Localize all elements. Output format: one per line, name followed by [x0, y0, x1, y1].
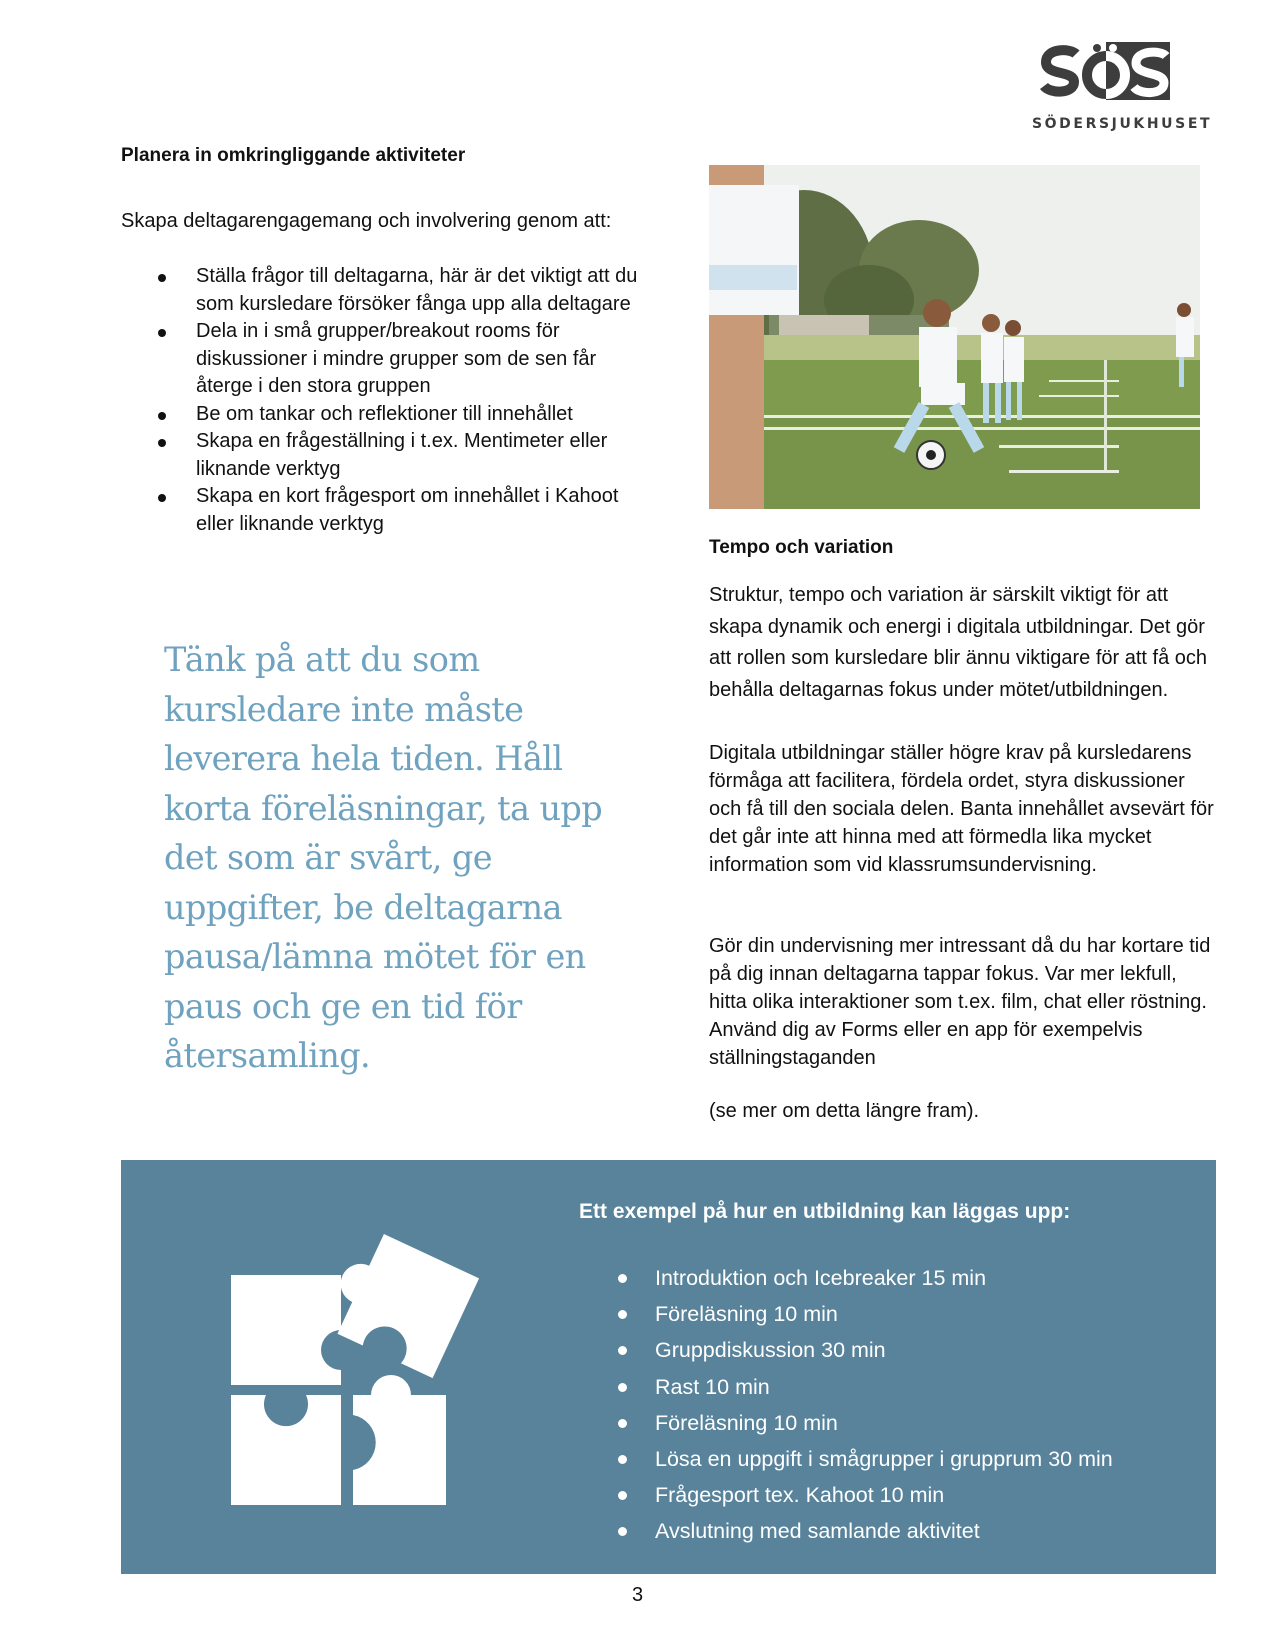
- soccer-practice-photo: [709, 165, 1200, 509]
- bullet-icon: [158, 439, 166, 447]
- bullet-icon: [158, 274, 166, 282]
- sos-logo-mark: [1040, 40, 1170, 102]
- schedule-item-text: Lösa en uppgift i smågrupper i grupprum 30 min: [655, 1447, 1113, 1472]
- schedule-item: [611, 1260, 1113, 1296]
- logo-wordmark: SÖDERSJUKHUSET: [1032, 116, 1213, 132]
- list-item: [121, 483, 641, 538]
- schedule-item-text: Rast 10 min: [655, 1374, 770, 1399]
- schedule-list: [611, 1260, 1113, 1550]
- section-heading-tempo: Tempo och variation: [709, 537, 894, 558]
- bullet-icon: [158, 494, 166, 502]
- bullet-icon: [618, 1527, 627, 1536]
- pull-quote: Tänk på att du som kursledare inte måste leverera hela tiden. Håll korta föreläsningar, ta upp det som är svårt, ge uppgifter, be deltagarna pausa/lämna mötet för en paus och ge en tid för återsamling.: [164, 640, 603, 1075]
- list-item-text: Dela in i små grupper/breakout rooms för diskussioner i mindre grupper som de sen får återge i den stora gruppen: [196, 320, 597, 397]
- example-schedule-panel: [121, 1160, 1216, 1574]
- bullet-icon: [158, 329, 166, 337]
- list-item: [121, 428, 641, 483]
- sodersjukhuset-logo: [1032, 40, 1213, 132]
- bullet-icon: [618, 1310, 627, 1319]
- bullet-icon: [618, 1346, 627, 1355]
- schedule-item: [611, 1332, 1113, 1368]
- schedule-item: [611, 1477, 1113, 1513]
- schedule-item-text: Frågesport tex. Kahoot 10 min: [655, 1483, 945, 1508]
- bullet-icon: [618, 1383, 627, 1392]
- schedule-item: [611, 1296, 1113, 1332]
- schedule-item-text: Föreläsning 10 min: [655, 1302, 838, 1327]
- paragraph-see-more: (se mer om detta längre fram).: [709, 1100, 980, 1122]
- paragraph-structure: Struktur, tempo och variation är särskilt viktigt för att skapa dynamik och energi i digitala utbildningar. Det gör att rollen som kursledare blir ännu viktigare för att få och behålla deltagarnas fokus under mötet/utbildningen.: [709, 584, 1208, 701]
- bullet-icon: [158, 412, 166, 420]
- schedule-item: [611, 1405, 1113, 1441]
- bullet-icon: [618, 1491, 627, 1500]
- bullet-icon: [618, 1274, 627, 1283]
- puzzle-icon: [231, 1220, 511, 1510]
- list-item: [121, 263, 641, 318]
- engagement-bullet-list: [121, 263, 641, 538]
- bullet-icon: [618, 1419, 627, 1428]
- list-item-text: Be om tankar och reflektioner till innehållet: [196, 402, 573, 425]
- paragraph-digital-requirements: Digitala utbildningar ställer högre krav på kursledarens förmåga att facilitera, fördela ordet, styra diskussioner och få till den sociala delen. Banta innehållet avsevärt för det går inte att hinna med att förmedla lika mycket information som vid klassrumsundervisning.: [709, 742, 1214, 876]
- page-number: 3: [631, 1584, 644, 1606]
- schedule-item-text: Föreläsning 10 min: [655, 1410, 838, 1435]
- list-item-text: Ställa frågor till deltagarna, här är det viktigt att du som kursledare försöker fånga upp alla deltagare: [196, 265, 638, 315]
- photo-illustration: [709, 165, 1200, 509]
- paragraph-engagement-tips: Gör din undervisning mer intressant då du har kortare tid på dig innan deltagarna tappar fokus. Var mer lekfull, hitta olika interaktioner som t.ex. film, chat eller röstning. Använd dig av Forms eller en app för exempelvis ställningstaganden: [709, 935, 1211, 1069]
- schedule-item-text: Gruppdiskussion 30 min: [655, 1338, 886, 1363]
- list-item: [121, 401, 641, 429]
- section-heading-activities: Planera in omkringliggande aktiviteter: [121, 145, 466, 166]
- schedule-item: [611, 1369, 1113, 1405]
- panel-title: Ett exempel på hur en utbildning kan läggas upp:: [579, 1200, 1071, 1223]
- schedule-item-text: Introduktion och Icebreaker 15 min: [655, 1266, 987, 1290]
- schedule-item: [611, 1441, 1113, 1477]
- list-item: [121, 318, 641, 401]
- list-item-text: Skapa en kort frågesport om innehållet i Kahoot eller liknande verktyg: [196, 485, 619, 535]
- schedule-item-text: Avslutning med samlande aktivitet: [655, 1519, 980, 1544]
- intro-text: Skapa deltagarengagemang och involvering genom att:: [121, 210, 612, 232]
- schedule-item: [611, 1513, 1113, 1549]
- bullet-icon: [618, 1455, 627, 1464]
- list-item-text: Skapa en frågeställning i t.ex. Mentimeter eller liknande verktyg: [196, 430, 608, 480]
